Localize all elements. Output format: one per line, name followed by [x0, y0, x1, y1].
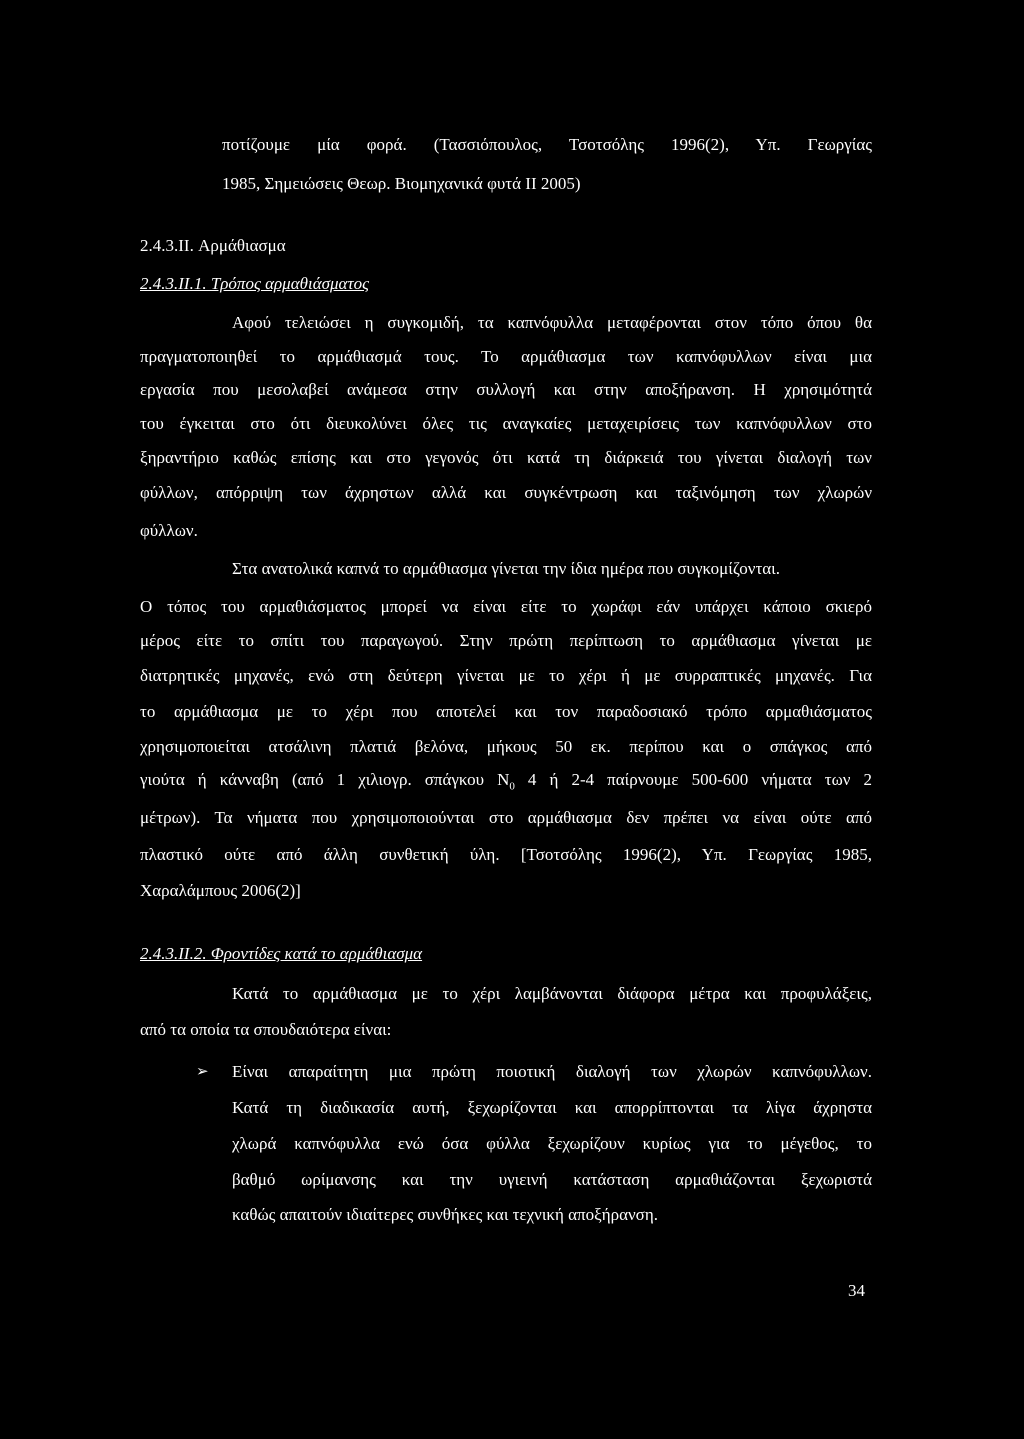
text-line: ξηραντήριο καθώς επίσης και στο γεγονός ότι κατά τη διάρκειά του γίνεται διαλογή των [140, 448, 872, 467]
text-line: ποτίζουμε μία φορά. (Τασσιόπουλος, Τσοτσόλης 1996(2), Υπ. Γεωργίας [222, 135, 872, 154]
text-line: του έγκειται στο ότι διευκολύνει όλες τις αναγκαίες μεταχειρίσεις των καπνόφυλλων στο [140, 414, 872, 433]
text-line: φύλλων. [140, 521, 198, 540]
bullet-text-line: Κατά τη διαδικασία αυτή, ξεχωρίζονται και απορρίπτονται τα λίγα άχρηστα [232, 1098, 872, 1117]
text-line: εργασία που μεσολαβεί ανάμεσα στην συλλογή και στην αποξήρανση. Η χρησιμότητά [140, 380, 872, 399]
text-line: Στα ανατολικά καπνά το αρμάθιασμα γίνεται την ίδια ημέρα που συγκομίζονται. [232, 559, 781, 578]
page-number: 34 [848, 1281, 865, 1300]
bullet-text-line: καθώς απαιτούν ιδιαίτερες συνθήκες και τεχνική αποξήρανση. [232, 1205, 658, 1224]
text-line: Κατά το αρμάθιασμα με το χέρι λαμβάνονται διάφορα μέτρα και προφυλάξεις, [232, 984, 872, 1003]
subscript: 0 [509, 780, 515, 793]
text-line: φύλλων, απόρριψη των άχρηστων αλλά και συγκέντρωση και ταξινόμηση των χλωρών [140, 483, 872, 502]
text-line: Ο τόπος του αρμαθιάσματος μπορεί να είναι είτε το χωράφι εάν υπάρχει κάποιο σκιερό [140, 597, 872, 616]
text-line: διατρητικές μηχανές, ενώ στη δεύτερη γίνεται με το χέρι ή με συρραπτικές μηχανές. Για [140, 666, 872, 685]
text-line: Αφού τελειώσει η συγκομιδή, τα καπνόφυλλα μεταφέρονται στον τόπο όπου θα [232, 313, 872, 332]
text-line: το αρμάθιασμα με το χέρι που αποτελεί και τον παραδοσιακό τρόπο αρμαθιάσματος [140, 702, 872, 721]
subsection-heading: 2.4.3.II.2. Φροντίδες κατά το αρμάθιασμα [140, 944, 423, 963]
text-line [140, 770, 872, 796]
text-segment: γιούτα ή κάνναβη (από 1 χιλιογρ. σπάγκου N [140, 770, 510, 789]
section-heading: 2.4.3.II. Αρμάθιασμα [140, 236, 286, 255]
text-line: πλαστικό ούτε από άλλη συνθετική ύλη. [Τσοτσόλης 1996(2), Υπ. Γεωργίας 1985, [140, 845, 872, 864]
subsection-heading: 2.4.3.II.1. Τρόπος αρμαθιάσματος [140, 274, 369, 293]
text-line: μέρος είτε το σπίτι του παραγωγού. Στην πρώτη περίπτωση το αρμάθιασμα γίνεται με [140, 631, 872, 650]
bullet-text-line: βαθμό ωρίμανσης και την υγιεινή κατάσταση αρμαθιάζονται ξεχωριστά [232, 1170, 872, 1189]
text-line: από τα οποία τα σπουδαιότερα είναι: [140, 1020, 392, 1039]
bullet-arrow-icon: ➢ [196, 1064, 209, 1080]
bullet-text-line: χλωρά καπνόφυλλα ενώ όσα φύλλα ξεχωρίζουν κυρίως για το μέγεθος, το [232, 1134, 872, 1153]
text-line: χρησιμοποιείται ατσάλινη πλατιά βελόνα, μήκους 50 εκ. περίπου και ο σπάγκος από [140, 737, 872, 756]
text-line: μέτρων). Τα νήματα που χρησιμοποιούνται στο αρμάθιασμα δεν πρέπει να είναι ούτε από [140, 808, 872, 827]
text-line: Χαραλάμπους 2006(2)] [140, 881, 301, 900]
text-line: πραγματοποιηθεί το αρμάθιασμά τους. Το αρμάθιασμα των καπνόφυλλων είναι μια [140, 347, 872, 366]
bullet-text-line: Είναι απαραίτητη μια πρώτη ποιοτική διαλογή των χλωρών καπνόφυλλων. [232, 1062, 872, 1081]
text-line: 1985, Σημειώσεις Θεωρ. Βιομηχανικά φυτά II 2005) [222, 174, 581, 193]
text-segment: 4 ή 2-4 παίρνουμε 500-600 νήματα των 2 [514, 770, 873, 789]
